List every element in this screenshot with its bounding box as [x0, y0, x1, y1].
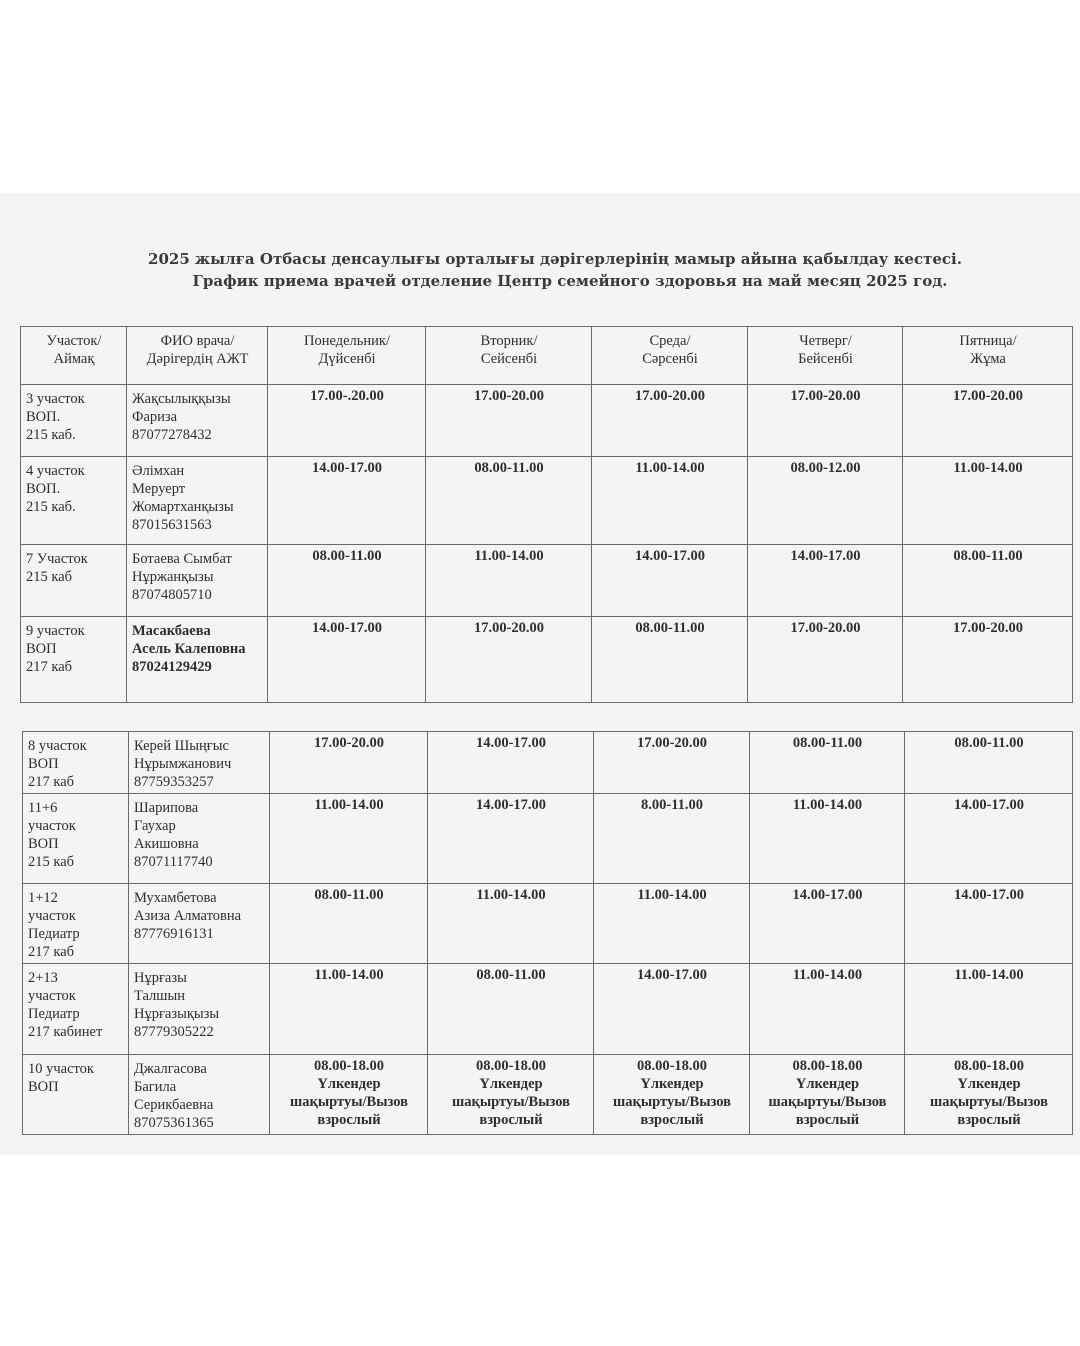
column-header-wed — [592, 327, 748, 385]
time-cell-thu: 08.00-12.00 — [748, 457, 903, 545]
time-cell-fri: 08.00-11.00 — [903, 545, 1073, 617]
time-cell-wed: 17.00-20.00 — [594, 732, 750, 794]
column-header-thu-line: Бейсенбі — [798, 351, 853, 367]
plot-cell-line: 4 участок — [26, 463, 85, 479]
plot-cell-line: 217 кабинет — [28, 1024, 103, 1040]
time-cell-mon — [270, 1055, 428, 1135]
time-cell-fri-line: шақыртуы/Вызов — [929, 1094, 1049, 1110]
doctor-cell-line: 87071117740 — [134, 854, 213, 870]
doctor-cell-line: Әлімхан — [132, 463, 185, 479]
time-cell-tue: 17.00-20.00 — [426, 385, 592, 457]
doctor-cell-line: Асель Калеповна — [132, 641, 246, 657]
plot-cell — [21, 617, 127, 703]
doctor-cell-line: 87074805710 — [132, 587, 212, 603]
time-cell-mon: 17.00-20.00 — [270, 732, 428, 794]
time-cell-fri — [905, 1055, 1073, 1135]
column-header-mon — [268, 327, 426, 385]
doctor-cell-line: 87759353257 — [134, 774, 214, 790]
plot-cell-line: ВОП. — [26, 409, 61, 425]
plot-cell-line: 1+12 — [28, 890, 58, 906]
time-cell-tue: 08.00-11.00 — [428, 964, 594, 1055]
column-header-plot-line: Аймақ — [53, 351, 95, 367]
time-cell-thu-line: 08.00-18.00 — [792, 1058, 863, 1074]
plot-cell — [23, 964, 129, 1055]
plot-cell — [21, 385, 127, 457]
time-cell-fri: 11.00-14.00 — [903, 457, 1073, 545]
plot-cell-line: Педиатр — [28, 1006, 80, 1022]
time-cell-fri-line: 08.00-18.00 — [953, 1058, 1025, 1074]
title-line-russian: График приема врачей отделение Центр семейного здоровья на май месяц 2025 год. — [192, 272, 948, 290]
plot-cell — [21, 457, 127, 545]
table-row — [23, 964, 1073, 1055]
column-header-tue-line: Вторник/ — [480, 333, 538, 349]
column-header-tue — [426, 327, 592, 385]
table-row — [23, 884, 1073, 964]
plot-cell-line: 8 участок — [28, 738, 87, 754]
doctor-cell-line: Серикбаевна — [134, 1097, 214, 1113]
time-cell-mon-line: взрослый — [317, 1112, 381, 1128]
doctor-cell-line: 87075361365 — [134, 1115, 214, 1131]
time-cell-fri: 11.00-14.00 — [905, 964, 1073, 1055]
doctor-cell-line: Мухамбетова — [134, 890, 217, 906]
doctor-cell-line: Нұрғазы — [134, 970, 187, 986]
time-cell-mon-line: Үлкендер — [317, 1076, 381, 1092]
table-row — [21, 545, 1073, 617]
time-cell-tue-line: взрослый — [479, 1112, 543, 1128]
column-header-thu — [748, 327, 903, 385]
column-header-plot — [21, 327, 127, 385]
time-cell-tue-line: Үлкендер — [479, 1076, 543, 1092]
time-cell-thu-line: взрослый — [795, 1112, 860, 1128]
time-cell-fri-line: Үлкендер — [957, 1076, 1021, 1092]
doctor-cell — [129, 964, 270, 1055]
column-header-doctor-line: ФИО врача/ — [160, 333, 235, 349]
time-cell-tue: 14.00-17.00 — [428, 794, 594, 884]
time-cell-wed: 11.00-14.00 — [592, 457, 748, 545]
doctor-cell — [127, 617, 268, 703]
plot-cell-line: 3 участок — [26, 391, 85, 407]
table-row — [21, 457, 1073, 545]
plot-cell-line: 215 каб. — [26, 427, 76, 443]
time-cell-fri-line: взрослый — [957, 1112, 1021, 1128]
table-row — [21, 385, 1073, 457]
doctor-cell-line: Нұрғазықызы — [134, 1006, 220, 1022]
plot-cell-line: 7 Участок — [26, 551, 88, 567]
doctor-cell-line: Ботаева Сымбат — [132, 551, 232, 567]
doctor-cell-line: Жақсылыққызы — [132, 391, 231, 407]
plot-cell-line: 215 каб. — [26, 499, 76, 515]
time-cell-thu: 11.00-14.00 — [750, 964, 905, 1055]
time-cell-mon: 08.00-11.00 — [270, 884, 428, 964]
time-cell-wed-line: взрослый — [640, 1112, 704, 1128]
doctor-cell — [129, 794, 270, 884]
column-header-mon-line: Понедельник/ — [304, 333, 390, 349]
plot-cell-line: 2+13 — [28, 970, 58, 986]
doctor-cell-line: 87776916131 — [134, 926, 214, 942]
time-cell-thu-line: шақыртуы/Вызов — [768, 1094, 887, 1110]
table-row — [23, 794, 1073, 884]
schedule-table-top — [20, 326, 1073, 703]
column-header-fri-line: Пятница/ — [959, 333, 1017, 349]
doctor-cell — [127, 457, 268, 545]
column-header-tue-line: Сейсенбі — [480, 351, 538, 367]
plot-cell-line: участок — [28, 818, 76, 834]
time-cell-thu-line: Үлкендер — [795, 1076, 860, 1092]
plot-cell-line: 217 каб — [28, 774, 75, 790]
plot-cell-line: 11+6 — [28, 800, 58, 816]
time-cell-fri: 14.00-17.00 — [905, 794, 1073, 884]
plot-cell — [23, 732, 129, 794]
time-cell-tue: 11.00-14.00 — [426, 545, 592, 617]
plot-cell-line: Педиатр — [28, 926, 80, 942]
doctor-cell-line: Жомартханқызы — [132, 499, 234, 515]
time-cell-mon: 08.00-11.00 — [268, 545, 426, 617]
plot-cell-line: ВОП — [26, 641, 57, 657]
plot-cell-line: 10 участок — [28, 1061, 94, 1077]
doctor-cell — [127, 545, 268, 617]
plot-cell-line: 217 каб — [28, 944, 75, 960]
time-cell-tue: 08.00-11.00 — [426, 457, 592, 545]
page-title — [0, 248, 1080, 292]
time-cell-mon: 14.00-17.00 — [268, 617, 426, 703]
doctor-cell-line: Масакбаева — [132, 623, 211, 639]
plot-cell-line: участок — [28, 988, 76, 1004]
time-cell-thu: 14.00-17.00 — [748, 545, 903, 617]
doctor-cell — [127, 385, 268, 457]
time-cell-tue: 11.00-14.00 — [428, 884, 594, 964]
time-cell-wed — [594, 1055, 750, 1135]
plot-cell-line: ВОП. — [26, 481, 61, 497]
plot-cell — [23, 1055, 129, 1135]
doctor-cell-line: Джалгасова — [134, 1061, 207, 1077]
time-cell-wed-line: Үлкендер — [640, 1076, 704, 1092]
time-cell-tue: 14.00-17.00 — [428, 732, 594, 794]
column-header-doctor-line: Дәрігердің АЖТ — [146, 351, 249, 367]
plot-cell-line: участок — [28, 908, 76, 924]
doctor-cell-line: Керей Шыңғыс — [134, 738, 229, 754]
time-cell-fri: 17.00-20.00 — [903, 385, 1073, 457]
plot-cell — [21, 545, 127, 617]
schedule-table-bottom — [22, 731, 1073, 1135]
plot-cell-line: 9 участок — [26, 623, 85, 639]
column-header-thu-line: Четверг/ — [799, 333, 852, 349]
doctor-cell — [129, 884, 270, 964]
doctor-cell — [129, 1055, 270, 1135]
column-header-mon-line: Дүйсенбі — [318, 351, 376, 367]
time-cell-fri: 17.00-20.00 — [903, 617, 1073, 703]
time-cell-tue: 17.00-20.00 — [426, 617, 592, 703]
time-cell-wed: 14.00-17.00 — [592, 545, 748, 617]
time-cell-mon-line: шақыртуы/Вызов — [289, 1094, 409, 1110]
doctor-cell-line: Нұрымжанович — [134, 756, 232, 772]
doctor-cell-line: Акишовна — [134, 836, 199, 852]
doctor-cell-line: 87077278432 — [132, 427, 212, 443]
doctor-cell-line: 87024129429 — [132, 659, 212, 675]
time-cell-wed: 14.00-17.00 — [594, 964, 750, 1055]
doctor-cell-line: 87779305222 — [134, 1024, 214, 1040]
table-row — [21, 617, 1073, 703]
column-header-wed-line: Среда/ — [649, 333, 691, 349]
time-cell-thu: 17.00-20.00 — [748, 385, 903, 457]
table-row — [23, 1055, 1073, 1135]
time-cell-mon: 11.00-14.00 — [270, 794, 428, 884]
time-cell-thu: 08.00-11.00 — [750, 732, 905, 794]
doctor-cell-line: Талшын — [134, 988, 185, 1004]
time-cell-fri: 14.00-17.00 — [905, 884, 1073, 964]
plot-cell-line: ВОП — [28, 1079, 59, 1095]
time-cell-wed: 11.00-14.00 — [594, 884, 750, 964]
column-header-doctor — [127, 327, 268, 385]
time-cell-tue-line: 08.00-18.00 — [475, 1058, 547, 1074]
time-cell-tue-line: шақыртуы/Вызов — [451, 1094, 571, 1110]
doctor-cell-line: 87015631563 — [132, 517, 212, 533]
plot-cell-line: 215 каб — [26, 569, 73, 585]
time-cell-wed: 08.00-11.00 — [592, 617, 748, 703]
column-header-plot-line: Участок/ — [46, 333, 102, 349]
doctor-cell — [129, 732, 270, 794]
time-cell-thu: 17.00-20.00 — [748, 617, 903, 703]
time-cell-wed: 8.00-11.00 — [594, 794, 750, 884]
column-header-fri-line: Жұма — [970, 351, 1006, 367]
doctor-cell-line: Азиза Алматовна — [134, 908, 242, 924]
time-cell-wed: 17.00-20.00 — [592, 385, 748, 457]
doctor-cell-line: Фариза — [132, 409, 178, 425]
plot-cell-line: ВОП — [28, 756, 59, 772]
title-line-kazakh: 2025 жылға Отбасы денсаулығы орталығы дәрігерлерінің мамыр айына қабылдау кестесі. — [148, 250, 962, 268]
time-cell-mon: 17.00-.20.00 — [268, 385, 426, 457]
column-header-fri — [903, 327, 1073, 385]
time-cell-tue — [428, 1055, 594, 1135]
plot-cell — [23, 794, 129, 884]
time-cell-thu — [750, 1055, 905, 1135]
time-cell-fri: 08.00-11.00 — [905, 732, 1073, 794]
time-cell-wed-line: 08.00-18.00 — [636, 1058, 708, 1074]
plot-cell-line: ВОП — [28, 836, 59, 852]
time-cell-mon: 11.00-14.00 — [270, 964, 428, 1055]
plot-cell-line: 217 каб — [26, 659, 73, 675]
time-cell-thu: 14.00-17.00 — [750, 884, 905, 964]
doctor-cell-line: Гаухар — [134, 818, 176, 834]
time-cell-thu: 11.00-14.00 — [750, 794, 905, 884]
doctor-cell-line: Шарипова — [134, 800, 199, 816]
doctor-cell-line: Багила — [134, 1079, 177, 1095]
time-cell-wed-line: шақыртуы/Вызов — [612, 1094, 732, 1110]
header-row — [21, 327, 1073, 385]
time-cell-mon: 14.00-17.00 — [268, 457, 426, 545]
time-cell-mon-line: 08.00-18.00 — [313, 1058, 385, 1074]
plot-cell-line: 215 каб — [28, 854, 75, 870]
table-row — [23, 732, 1073, 794]
doctor-cell-line: Меруерт — [132, 481, 186, 497]
plot-cell — [23, 884, 129, 964]
doctor-cell-line: Нұржанқызы — [132, 569, 214, 585]
column-header-wed-line: Сәрсенбі — [642, 351, 698, 367]
